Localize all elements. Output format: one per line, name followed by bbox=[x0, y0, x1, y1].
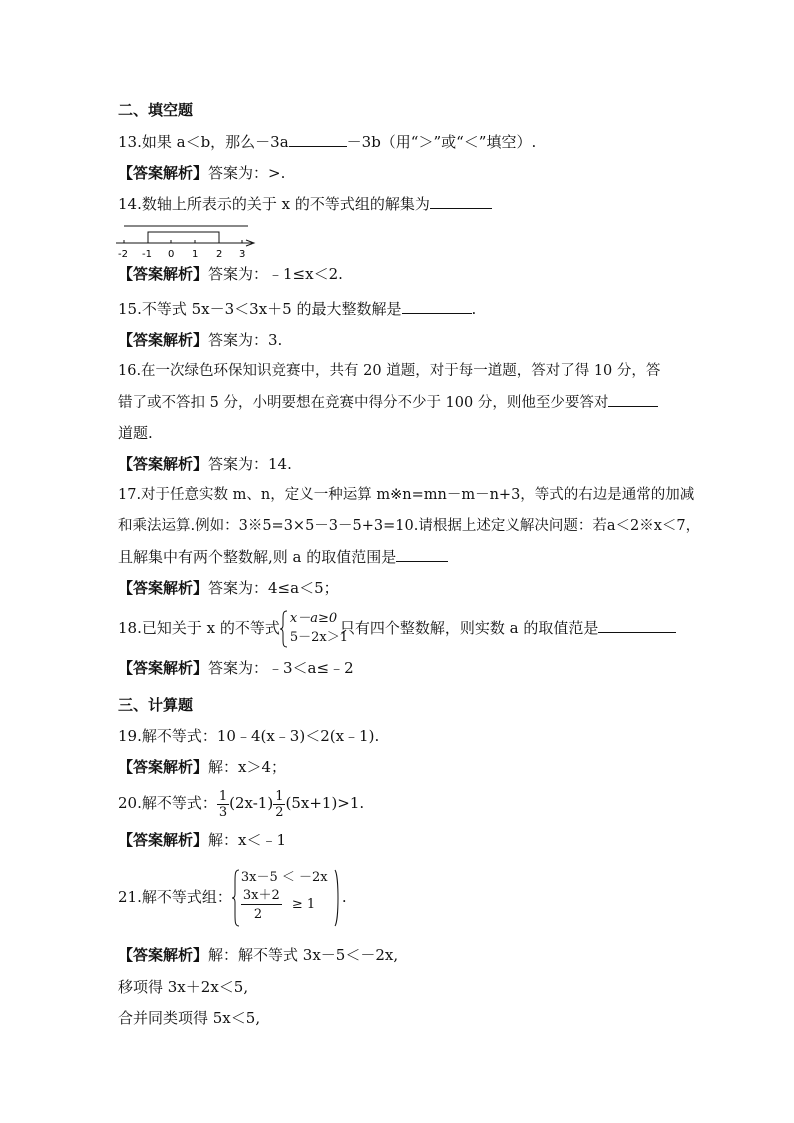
answer-label: 【答案解析】 bbox=[118, 579, 209, 597]
fraction-denominator: 3 bbox=[218, 804, 228, 820]
q20-text-b: (5x+1)>1. bbox=[285, 794, 365, 812]
q21-frac-den: 2 bbox=[253, 907, 263, 922]
answer-13 bbox=[118, 163, 285, 183]
fraction-denominator: 2 bbox=[275, 804, 284, 820]
answer-14 bbox=[118, 264, 343, 284]
answer-label: 【答案解析】 bbox=[118, 659, 209, 677]
left-brace-icon bbox=[280, 610, 288, 648]
q21-frac-num: 3x＋2 bbox=[242, 888, 280, 903]
q18-ineq1: x－a≥0 bbox=[289, 611, 338, 626]
q21-text-b: . bbox=[341, 888, 347, 906]
tick-label: 1 bbox=[192, 249, 199, 260]
answer-label: 【答案解析】 bbox=[118, 758, 209, 776]
q20-text-a: 20.解不等式： bbox=[118, 794, 217, 812]
fraction-numerator: 1 bbox=[218, 788, 228, 804]
answer-20 bbox=[118, 830, 286, 850]
question-15 bbox=[118, 299, 476, 319]
question-19: 19.解不等式：10﹣4(x﹣3)＜2(x﹣1). bbox=[118, 727, 380, 745]
answer-text: 解：解不等式 3x－5＜－2x, bbox=[208, 946, 399, 964]
answer-label: 【答案解析】 bbox=[118, 265, 209, 283]
answer-15 bbox=[118, 330, 282, 350]
answer-text: 答案为：>. bbox=[208, 164, 286, 182]
answer-21 bbox=[118, 945, 398, 965]
tick-label: 2 bbox=[216, 249, 223, 260]
question-21 bbox=[118, 866, 347, 928]
fraction-numerator: 1 bbox=[275, 788, 284, 804]
q21-row1: 3x－5 ＜ －2x bbox=[240, 870, 328, 885]
q18-blank bbox=[598, 618, 676, 633]
bound-left-bracket bbox=[148, 232, 219, 243]
q20-mid: (2x-1) bbox=[229, 794, 274, 812]
q21-inequality-system bbox=[232, 868, 342, 928]
q21-row2-relation: ≥ 1 bbox=[291, 897, 316, 912]
answer-text: 解：x＞4； bbox=[208, 758, 287, 776]
answer-text: 答案为：3. bbox=[208, 331, 283, 349]
answer-18 bbox=[118, 658, 354, 678]
q14-text: 14.数轴上所表示的关于 x 的不等式组的解集为 bbox=[118, 195, 430, 213]
solution-step-1: 移项得 3x＋2x＜5, bbox=[118, 978, 249, 996]
answer-text: 答案为：14. bbox=[208, 455, 292, 473]
answer-text: 答案为：﹣1≤x＜2. bbox=[208, 265, 343, 283]
answer-text: 答案为：4≤a＜5； bbox=[208, 579, 339, 597]
q17-line3-text: 且解集中有两个整数解,则 a 的取值范围是 bbox=[118, 548, 397, 566]
tick-label: -1 bbox=[142, 249, 152, 260]
answer-16 bbox=[118, 454, 292, 474]
q13-blank bbox=[289, 132, 347, 147]
question-17-line2: 和乘法运算.例如：3※5=3×5－3－5+3=10.请根据上述定义解决问题：若a＜2※x＜7， bbox=[118, 518, 701, 534]
q18-inequality-system bbox=[280, 610, 349, 648]
tick-label: 0 bbox=[168, 249, 175, 260]
fraction-one-half bbox=[273, 789, 285, 820]
q16-blank bbox=[608, 392, 658, 407]
question-16-line1: 16.在一次绿色环保知识竞赛中，共有 20 道题，对于每一道题，答对了得 10 分，答 bbox=[118, 363, 661, 379]
question-13 bbox=[118, 132, 536, 152]
q18-text-b: 只有四个整数解，则实数 a 的取值范是 bbox=[339, 619, 599, 637]
q13-text-b: －3b（用“＞”或“＜”填空）. bbox=[346, 133, 537, 151]
answer-label: 【答案解析】 bbox=[118, 331, 209, 349]
answer-text: 解：x＜﹣1 bbox=[208, 831, 287, 849]
question-14 bbox=[118, 194, 492, 214]
question-16-line2 bbox=[118, 392, 658, 413]
tick-label: -2 bbox=[118, 249, 128, 260]
number-line-figure bbox=[114, 218, 264, 260]
answer-label: 【答案解析】 bbox=[118, 164, 209, 182]
q17-blank bbox=[396, 547, 448, 562]
q18-ineq2: 5－2x＞1 bbox=[289, 630, 349, 645]
answer-label: 【答案解析】 bbox=[118, 831, 209, 849]
q15-blank bbox=[402, 299, 472, 314]
section-title-fill-in: 二、填空题 bbox=[118, 101, 194, 119]
solution-step-2: 合并同类项得 5x＜5, bbox=[118, 1009, 261, 1027]
q18-text-a: 18.已知关于 x 的不等式 bbox=[118, 619, 280, 637]
tick-label: 3 bbox=[239, 249, 246, 260]
answer-19 bbox=[118, 757, 286, 777]
question-18 bbox=[118, 608, 676, 648]
q14-blank bbox=[430, 194, 492, 209]
section-title-calculation: 三、计算题 bbox=[118, 696, 194, 714]
question-17-line1: 17.对于任意实数 m、n，定义一种运算 m※n=mn－m－n+3，等式的右边是通常的加减 bbox=[118, 487, 695, 503]
q15-text-b: . bbox=[471, 300, 477, 318]
answer-label: 【答案解析】 bbox=[118, 946, 209, 964]
question-17-line3 bbox=[118, 547, 448, 567]
question-16-line3: 道题. bbox=[118, 424, 153, 442]
question-20 bbox=[118, 784, 364, 822]
answer-17 bbox=[118, 578, 339, 598]
answer-label: 【答案解析】 bbox=[118, 455, 209, 473]
q13-text-a: 13.如果 a＜b，那么－3a bbox=[118, 133, 289, 151]
q21-text-a: 21.解不等式组： bbox=[118, 888, 232, 906]
answer-text: 答案为：﹣3＜a≤﹣2 bbox=[208, 659, 354, 677]
fraction-one-third bbox=[217, 789, 229, 820]
q16-line2-text: 错了或不答扣 5 分，小明要想在竞赛中得分不少于 100 分，则他至少要答对 bbox=[118, 395, 609, 411]
q15-text-a: 15.不等式 5x－3＜3x＋5 的最大整数解是 bbox=[118, 300, 402, 318]
